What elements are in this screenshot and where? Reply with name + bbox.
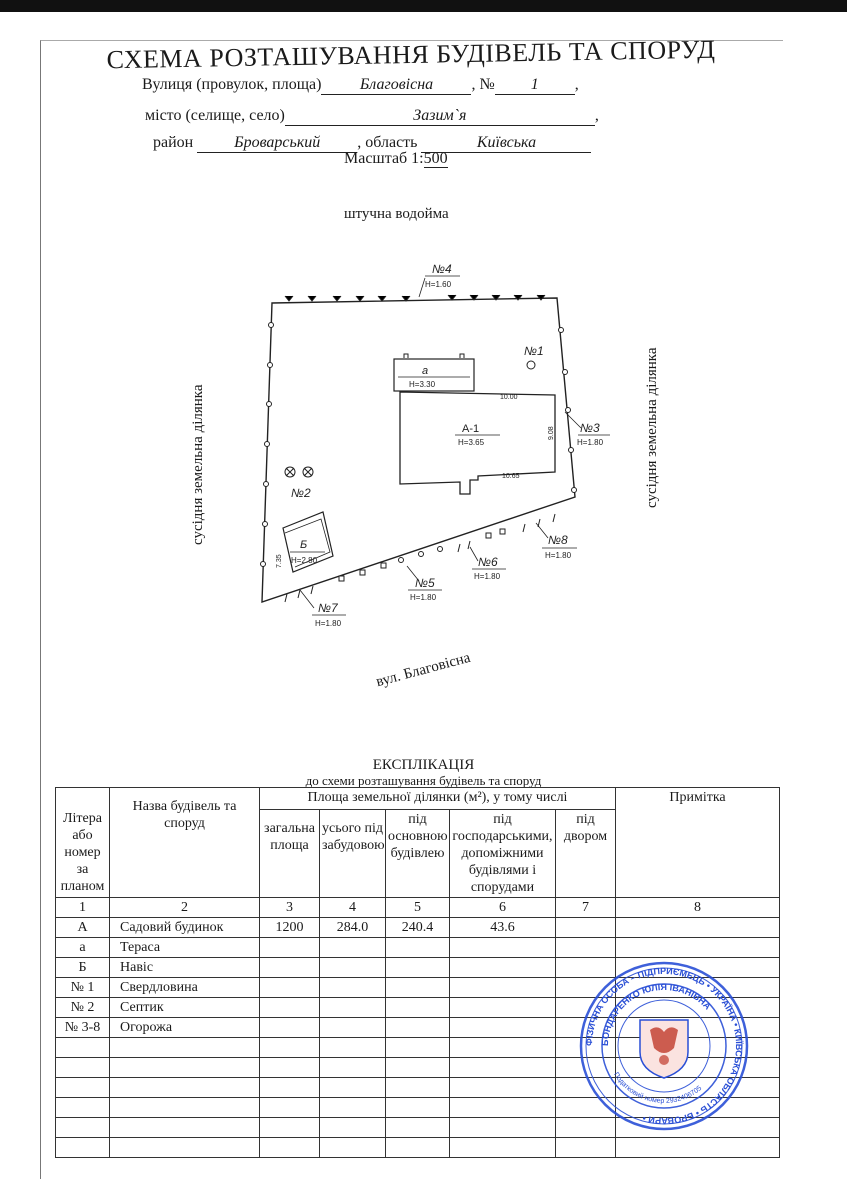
row-total: 1200 — [260, 918, 320, 938]
row-name: Свердловина — [110, 978, 260, 998]
main-height: H=3.65 — [458, 438, 485, 447]
fence-6-num: №6 — [478, 555, 498, 569]
fence-4-num: №4 — [432, 262, 452, 276]
header-total: загальна площа — [260, 810, 320, 898]
row-letter: Б — [56, 958, 110, 978]
fence-3-num: №3 — [580, 421, 600, 435]
header-area-group: Площа земельної ділянки (м²), у тому числі — [260, 788, 616, 810]
row-built: 284.0 — [320, 918, 386, 938]
row-aux: 43.6 — [450, 918, 556, 938]
row-main: 240.4 — [386, 918, 450, 938]
septic-marker — [285, 467, 313, 477]
fence-7-num: №7 — [318, 601, 338, 615]
table-row — [56, 938, 780, 958]
fence-5-height: H=1.80 — [410, 593, 437, 602]
scale-label: Масштаб 1: — [344, 150, 424, 167]
street-line: Вулиця (провулок, площа) Благовісна , № 1 , — [142, 76, 579, 93]
scale-value: 500 — [423, 150, 448, 167]
fence-4-height: H=1.60 — [425, 280, 452, 289]
column-number: 2 — [110, 898, 260, 918]
header-main: під основною будівлею — [386, 810, 450, 898]
district-value: Броварський — [197, 134, 357, 153]
street-name-label: вул. Благовісна — [374, 649, 473, 691]
header-note: Примітка — [616, 788, 780, 898]
empty-row — [56, 1138, 780, 1158]
column-number: 5 — [386, 898, 450, 918]
header-letter: Літера або номер за планом — [56, 788, 110, 898]
column-number: 3 — [260, 898, 320, 918]
header-built: усього під забудовою — [320, 810, 386, 898]
region-value: Київська — [421, 134, 591, 153]
west-neighbor-label: сусідня земельна ділянка — [190, 384, 206, 545]
well-marker — [527, 361, 535, 369]
row-letter: а — [56, 938, 110, 958]
header-name: Назва будівель та споруд — [110, 788, 260, 898]
coat-of-arms-icon — [640, 1020, 688, 1078]
row-yard — [556, 918, 616, 938]
fence-6-height: H=1.80 — [474, 572, 501, 581]
city-label: місто (селище, село) — [145, 107, 285, 124]
shed-height: H=2.80 — [291, 556, 318, 565]
terrace-height: H=3.30 — [409, 380, 436, 389]
fence-3-height: H=1.80 — [577, 438, 604, 447]
shed-letter: Б — [300, 539, 308, 551]
row-note — [616, 918, 780, 938]
number-value: 1 — [495, 76, 575, 95]
row-name: Септик — [110, 998, 260, 1018]
row-name: Навіс — [110, 958, 260, 978]
row-name: Тераса — [110, 938, 260, 958]
column-number-row — [56, 898, 780, 918]
column-number: 7 — [556, 898, 616, 918]
page-title: СХЕМА РОЗТАШУВАННЯ БУДІВЕЛЬ ТА СПОРУД — [106, 34, 716, 75]
table-row — [56, 918, 780, 938]
street-value: Благовісна — [321, 76, 471, 95]
street-label: Вулиця (провулок, площа) — [142, 76, 322, 93]
main-dim-bottom: 10.65 — [502, 473, 520, 480]
main-letter: А-1 — [462, 423, 480, 435]
row-letter: А — [56, 918, 110, 938]
fence-7-height: H=1.80 — [315, 619, 342, 628]
city-value: Зазим`я — [285, 107, 595, 126]
seal-inner-text: БОНДАРЕНКО ЮЛІЯ ІВАНІВНА — [599, 981, 713, 1047]
column-number: 1 — [56, 898, 110, 918]
seal-outer-text: ФІЗИЧНА ОСОБА – ПІДПРИЄМЕЦЬ • УКРАЇНА • КИЇВСЬКА ОБЛАСТЬ • БРОВАРИ • — [583, 965, 745, 1127]
column-number: 4 — [320, 898, 386, 918]
north-neighbor-label: штучна водойма — [344, 206, 449, 222]
explication-subtitle: до схеми розташування будівель та споруд — [305, 773, 542, 788]
fence-8-num: №8 — [548, 533, 568, 547]
fence-5-num: №5 — [415, 576, 435, 590]
east-neighbor-label: сусідня земельна ділянка — [644, 347, 660, 508]
main-dim-side: 9.08 — [548, 426, 555, 440]
header-yard: під двором — [556, 810, 616, 898]
row-letter: № 3-8 — [56, 1018, 110, 1038]
well-label: №1 — [524, 344, 544, 358]
shed-dim: 7.35 — [276, 554, 283, 568]
row-letter: № 2 — [56, 998, 110, 1018]
header-aux: під господарськими, допоміжними будівлями і спорудами — [450, 810, 556, 898]
septic-label: №2 — [291, 486, 311, 500]
row-letter: № 1 — [56, 978, 110, 998]
number-label: , № — [471, 76, 495, 93]
main-dim-top: 10.00 — [500, 394, 518, 401]
fence-8-height: H=1.80 — [545, 551, 572, 560]
explication-title: ЕКСПЛІКАЦІЯ — [372, 757, 475, 773]
column-number: 6 — [450, 898, 556, 918]
row-name: Садовий будинок — [110, 918, 260, 938]
region-label: , область — [357, 134, 418, 151]
column-number: 8 — [616, 898, 780, 918]
city-line: місто (селище, село) Зазим`я , — [145, 107, 599, 124]
official-seal — [578, 960, 750, 1132]
terrace-letter: а — [422, 365, 429, 377]
seal-tax-text: Податковий номер 2932406705 — [612, 1071, 704, 1105]
row-name: Огорожа — [110, 1018, 260, 1038]
district-label: район — [153, 134, 194, 151]
